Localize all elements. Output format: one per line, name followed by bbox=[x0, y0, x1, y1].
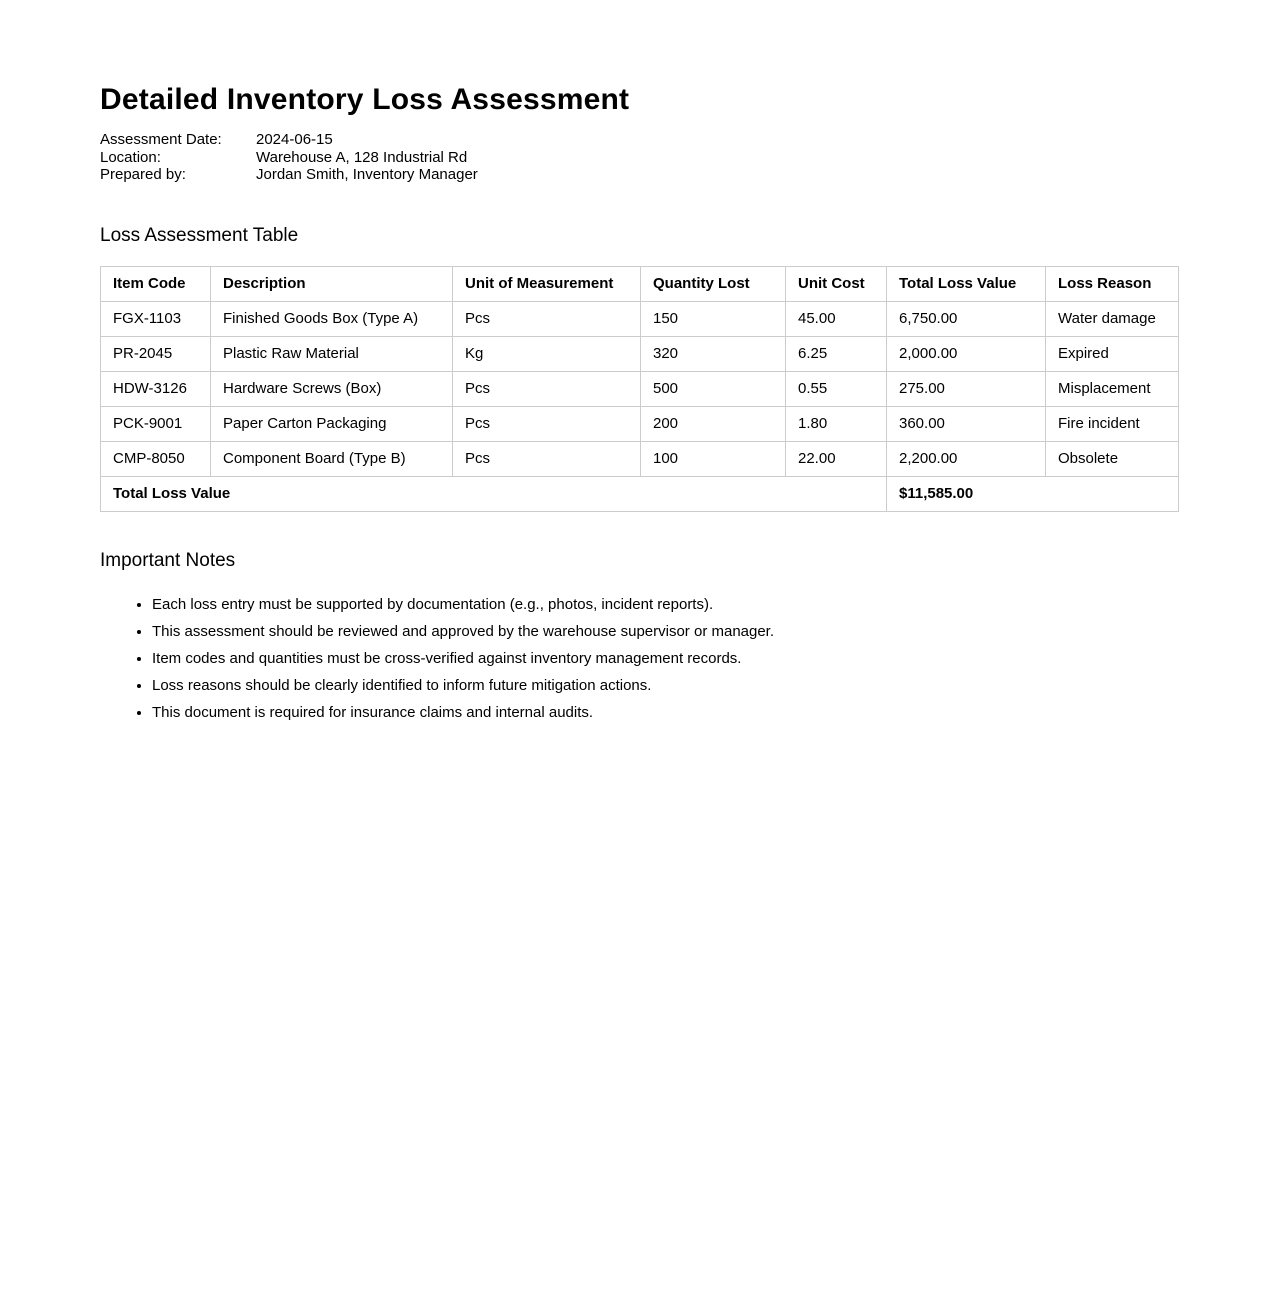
meta-value-assessment-date: 2024-06-15 bbox=[256, 131, 333, 148]
cell-item-code: HDW-3126 bbox=[101, 371, 211, 406]
page-title: Detailed Inventory Loss Assessment bbox=[100, 83, 630, 116]
table-header-row bbox=[101, 266, 1179, 301]
cell-quantity: 500 bbox=[641, 371, 786, 406]
cell-total-value: 360.00 bbox=[887, 406, 1046, 441]
meta-value-prepared-by: Jordan Smith, Inventory Manager bbox=[256, 166, 478, 183]
cell-quantity: 320 bbox=[641, 336, 786, 371]
meta-block bbox=[100, 131, 1178, 184]
cell-description: Hardware Screws (Box) bbox=[211, 371, 453, 406]
cell-item-code: PCK-9001 bbox=[101, 406, 211, 441]
cell-loss-reason: Fire incident bbox=[1046, 406, 1179, 441]
cell-item-code: FGX-1103 bbox=[101, 301, 211, 336]
list-item: • Each loss entry must be supported by documentation (e.g., photos, incident reports). bbox=[152, 596, 1178, 614]
cell-quantity: 100 bbox=[641, 441, 786, 476]
meta-row-location bbox=[100, 149, 1178, 167]
cell-loss-reason: Expired bbox=[1046, 336, 1179, 371]
cell-unit-cost: 1.80 bbox=[786, 406, 887, 441]
cell-unit: Pcs bbox=[453, 301, 641, 336]
cell-unit-cost: 22.00 bbox=[786, 441, 887, 476]
cell-unit-cost: 45.00 bbox=[786, 301, 887, 336]
cell-unit: Pcs bbox=[453, 371, 641, 406]
col-header-quantity-lost: Quantity Lost bbox=[641, 266, 786, 301]
total-label: Total Loss Value bbox=[101, 476, 887, 511]
cell-loss-reason: Water damage bbox=[1046, 301, 1179, 336]
cell-loss-reason: Misplacement bbox=[1046, 371, 1179, 406]
table-row bbox=[101, 336, 1179, 371]
cell-total-value: 2,200.00 bbox=[887, 441, 1046, 476]
cell-unit-cost: 6.25 bbox=[786, 336, 887, 371]
list-item: • This assessment should be reviewed and approved by the warehouse supervisor or manager. bbox=[152, 623, 1178, 641]
cell-total-value: 2,000.00 bbox=[887, 336, 1046, 371]
loss-assessment-table bbox=[100, 266, 1179, 512]
notes-section-title: Important Notes bbox=[100, 549, 236, 571]
col-header-unit-of-measurement: Unit of Measurement bbox=[453, 266, 641, 301]
cell-quantity: 150 bbox=[641, 301, 786, 336]
cell-item-code: PR-2045 bbox=[101, 336, 211, 371]
cell-total-value: 6,750.00 bbox=[887, 301, 1046, 336]
table-section-title: Loss Assessment Table bbox=[100, 224, 299, 246]
total-value: $11,585.00 bbox=[887, 476, 1179, 511]
cell-description: Paper Carton Packaging bbox=[211, 406, 453, 441]
meta-value-location: Warehouse A, 128 Industrial Rd bbox=[256, 148, 468, 166]
cell-description: Finished Goods Box (Type A) bbox=[211, 301, 453, 336]
cell-unit: Kg bbox=[453, 336, 641, 371]
notes-list bbox=[100, 596, 1178, 722]
list-item: • Item codes and quantities must be cross-verified against inventory management records. bbox=[152, 650, 1178, 668]
cell-item-code: CMP-8050 bbox=[101, 441, 211, 476]
cell-unit: Pcs bbox=[453, 441, 641, 476]
cell-description: Component Board (Type B) bbox=[211, 441, 453, 476]
cell-unit-cost: 0.55 bbox=[786, 371, 887, 406]
table-row bbox=[101, 406, 1179, 441]
meta-row-prepared-by bbox=[100, 166, 1178, 184]
table-row bbox=[101, 371, 1179, 406]
cell-loss-reason: Obsolete bbox=[1046, 441, 1179, 476]
cell-total-value: 275.00 bbox=[887, 371, 1046, 406]
cell-description: Plastic Raw Material bbox=[211, 336, 453, 371]
list-item: • Loss reasons should be clearly identified to inform future mitigation actions. bbox=[152, 677, 1178, 695]
col-header-description: Description bbox=[211, 266, 453, 301]
meta-row-assessment-date bbox=[100, 131, 1178, 149]
cell-unit: Pcs bbox=[453, 406, 641, 441]
cell-quantity: 200 bbox=[641, 406, 786, 441]
col-header-item-code: Item Code bbox=[101, 266, 211, 301]
list-item: • This document is required for insurance claims and internal audits. bbox=[152, 704, 1178, 722]
meta-label-prepared-by: Prepared by: bbox=[100, 166, 186, 183]
table-total-row bbox=[101, 476, 1179, 511]
meta-label-assessment-date: Assessment Date: bbox=[100, 131, 222, 148]
col-header-loss-reason: Loss Reason bbox=[1046, 266, 1179, 301]
table-row bbox=[101, 301, 1179, 336]
col-header-unit-cost: Unit Cost bbox=[786, 266, 887, 301]
table-row bbox=[101, 441, 1179, 476]
meta-label-location: Location: bbox=[100, 148, 161, 166]
col-header-total-loss-value: Total Loss Value bbox=[887, 266, 1046, 301]
